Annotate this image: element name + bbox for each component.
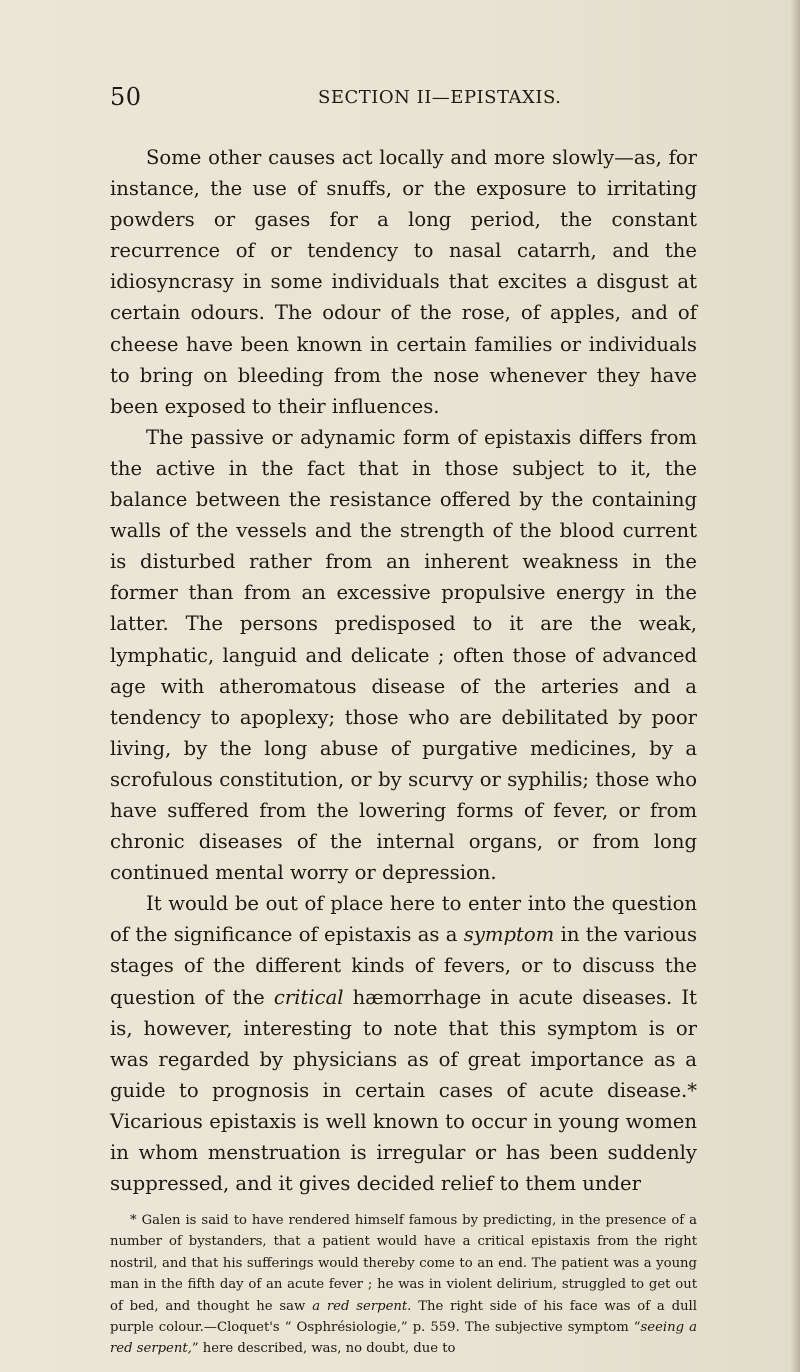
paragraph-significance [110,888,697,1199]
paragraph-causes: Some other causes act locally and more slowly—as, for instance, the use of snuffs, or the exposure to irritating powders or gases for a long period, the constant recurrence of or tendency to nasal catarrh, and the idiosyncrasy in some individuals that excites a disgust at certain odours. The odour of the rose, of apples, and of cheese have been known in certain families or individuals to bring on bleeding from the nose whenever they have been exposed to their influences. [110,146,697,418]
footnote-part-b: The right side of his face was of a dull purple colour.—Cloquet's “ Osphrésiologie,” p. 559. The subjective symptom “ [110,1298,697,1336]
page-header [110,83,690,123]
paragraph-significance-part-c: hæmorrhage in acute diseases. It is, however, interesting to note that this symptom is or was regarded by physicians as of great importance as a guide to prognosis in certain cases of acute disease.* Vicarious epistaxis is well known to occur in young women in whom menstruation is irregular or has been suddenly suppressed, and it gives decided relief to them under [110,985,698,1196]
page-number: 50 [110,83,142,111]
footnote [110,1210,697,1360]
paragraph-significance-part-a: It would be out of place here to enter into the question of the significance of epistaxis as a [110,892,697,947]
body-text [110,142,697,1199]
page-edge-shadow [790,0,800,1372]
footnote-text [110,1210,697,1360]
footnote-part-a: * Galen is said to have rendered himself famous by predicting, in the presence of a number of bystanders, that a patient would have a critical epistaxis from the right nostril, and that his sufferings would thereby come to an end. The patient was a young man in the fifth day of an acute fever ; he was in violent delirium, struggled to get out of bed, and thought he saw [110,1213,697,1314]
emphasis-symptom: symptom [463,923,555,947]
emphasis-seeing-red-serpent: seeing a red serpent, [110,1320,697,1357]
running-head: SECTION II—EPISTAXIS. [318,87,562,108]
footnote-part-c: ” here described, was, no doubt, due to [191,1341,456,1357]
emphasis-critical: critical [273,985,344,1009]
paragraph-passive-form: The passive or adynamic form of epistaxis differs from the active in the fact that in those subject to it, the balance between the resistance offered by the containing walls of the vessels and the strength of the blood current is disturbed rather from an inherent weakness in the former than from an excessive propulsive energy in the latter. The persons predisposed to it are the weak, lymphatic, languid and delicate ; often those of advanced age with atheromatous disease of the arteries and a tendency to apoplexy; those who are debilitated by poor living, by the long abuse of purgative medicines, by a scrofulous constitution, or by scurvy or syphilis; those who have suffered from the lowering forms of fever, or from chronic diseases of the internal organs, or from long continued mental worry or depression. [110,425,697,885]
paragraph-significance-part-b: in the various stages of the different kinds of fevers, or to discuss the question of the [110,923,698,1009]
emphasis-red-serpent: a red serpent. [312,1298,412,1314]
